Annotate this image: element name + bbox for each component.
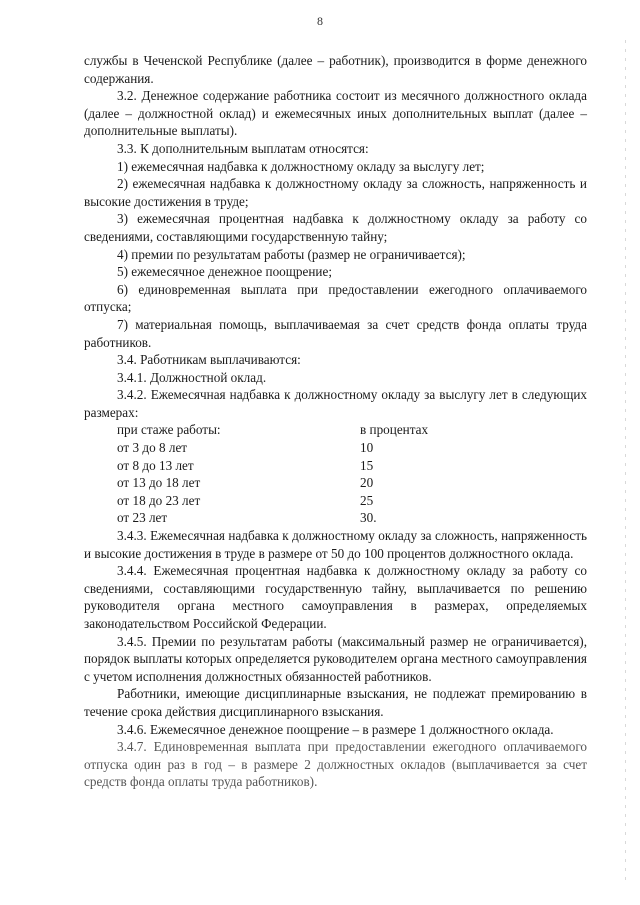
- table-cell-percent: 30.: [360, 510, 377, 526]
- paragraph-3-4-2: 3.4.2. Ежемесячная надбавка к должностному окладу за выслугу лет в следующих размерах:: [84, 387, 587, 420]
- scan-edge-mark: [625, 40, 626, 880]
- paragraph-3-4-7: 3.4.7. Единовременная выплата при предоставлении ежегодного оплачиваемого отпуска один раз в год – в размере 2 должностных окладов (выплачивается за счет средств фонда оплаты труда работников).: [84, 739, 587, 790]
- table-cell-percent: 15: [360, 457, 374, 473]
- list-item-2: 2) ежемесячная надбавка к должностному окладу за сложность, напряженность и высокие достижения в труде;: [84, 176, 587, 209]
- list-item-6: 6) единовременная выплата при предоставлении ежегодного оплачиваемого отпуска;: [84, 281, 587, 315]
- seniority-table: [84, 421, 587, 527]
- paragraph-3-4-1: 3.4.1. Должностной оклад.: [117, 369, 267, 385]
- table-cell-range: от 18 до 23 лет: [117, 492, 201, 508]
- paragraph-3-4: 3.4. Работникам выплачиваются:: [117, 352, 301, 368]
- list-item-1: 1) ежемесячная надбавка к должностному окладу за выслугу лет;: [117, 158, 485, 174]
- paragraph-3-2: 3.2. Денежное содержание работника состоит из месячного должностного оклада (далее – должностной оклад) и ежемесячных иных дополнительных выплат (далее – дополнительные выплаты).: [84, 88, 587, 139]
- list-item-5: 5) ежемесячное денежное поощрение;: [117, 264, 332, 280]
- table-row: [84, 439, 587, 457]
- list-item-7: 7) материальная помощь, выплачиваемая за счет средств фонда оплаты труда работников.: [84, 316, 587, 350]
- paragraph-intro: службы в Чеченской Республике (далее – работник), производится в форме денежного содержания.: [84, 53, 587, 86]
- table-cell-range: от 8 до 13 лет: [117, 457, 194, 473]
- table-cell-percent: 25: [360, 492, 374, 508]
- table-row: [84, 492, 587, 510]
- list-item-4: 4) премии по результатам работы (размер не ограничивается);: [117, 246, 466, 262]
- table-cell-percent: 20: [360, 475, 374, 491]
- paragraph-3-4-5: 3.4.5. Премии по результатам работы (максимальный размер не ограничивается), порядок выплаты которых определяется руководителем органа местного самоуправления с учетом исполнения должностных обязанностей работников.: [84, 633, 587, 684]
- paragraph-discipline: Работники, имеющие дисциплинарные взыскания, не подлежат премированию в течение срока действия дисциплинарного взыскания.: [84, 686, 587, 719]
- list-item-3: 3) ежемесячная процентная надбавка к должностному окладу за работу со сведениями, составляющими государственную тайну;: [84, 211, 587, 244]
- paragraph-3-4-3: 3.4.3. Ежемесячная надбавка к должностному окладу за сложность, напряженность и высокие достижения в труде в размере от 50 до 100 процентов должностного оклада.: [84, 528, 587, 561]
- document-body: [84, 52, 587, 791]
- table-cell-range: от 3 до 8 лет: [117, 440, 188, 456]
- table-cell-range: от 13 до 18 лет: [117, 475, 201, 491]
- table-cell-percent: 10: [360, 440, 374, 456]
- table-row: [84, 457, 587, 475]
- page-number: 8: [317, 14, 323, 28]
- table-row: [84, 509, 587, 527]
- table-header-row: [84, 421, 587, 439]
- paragraph-3-3: 3.3. К дополнительным выплатам относятся:: [117, 140, 369, 156]
- table-cell-range: от 23 лет: [117, 510, 168, 526]
- paragraph-3-4-6: 3.4.6. Ежемесячное денежное поощрение – в размере 1 должностного оклада.: [117, 721, 554, 737]
- table-header-percent: в процентах: [360, 422, 429, 438]
- table-header-seniority: при стаже работы:: [117, 422, 221, 438]
- paragraph-3-4-4: 3.4.4. Ежемесячная процентная надбавка к должностному окладу за работу со сведениями, составляющими государственную тайну, выплачивается по решению руководителя органа местного самоуправления в размерах, определяемых законодательством Российской Федерации.: [84, 563, 587, 631]
- table-row: [84, 474, 587, 492]
